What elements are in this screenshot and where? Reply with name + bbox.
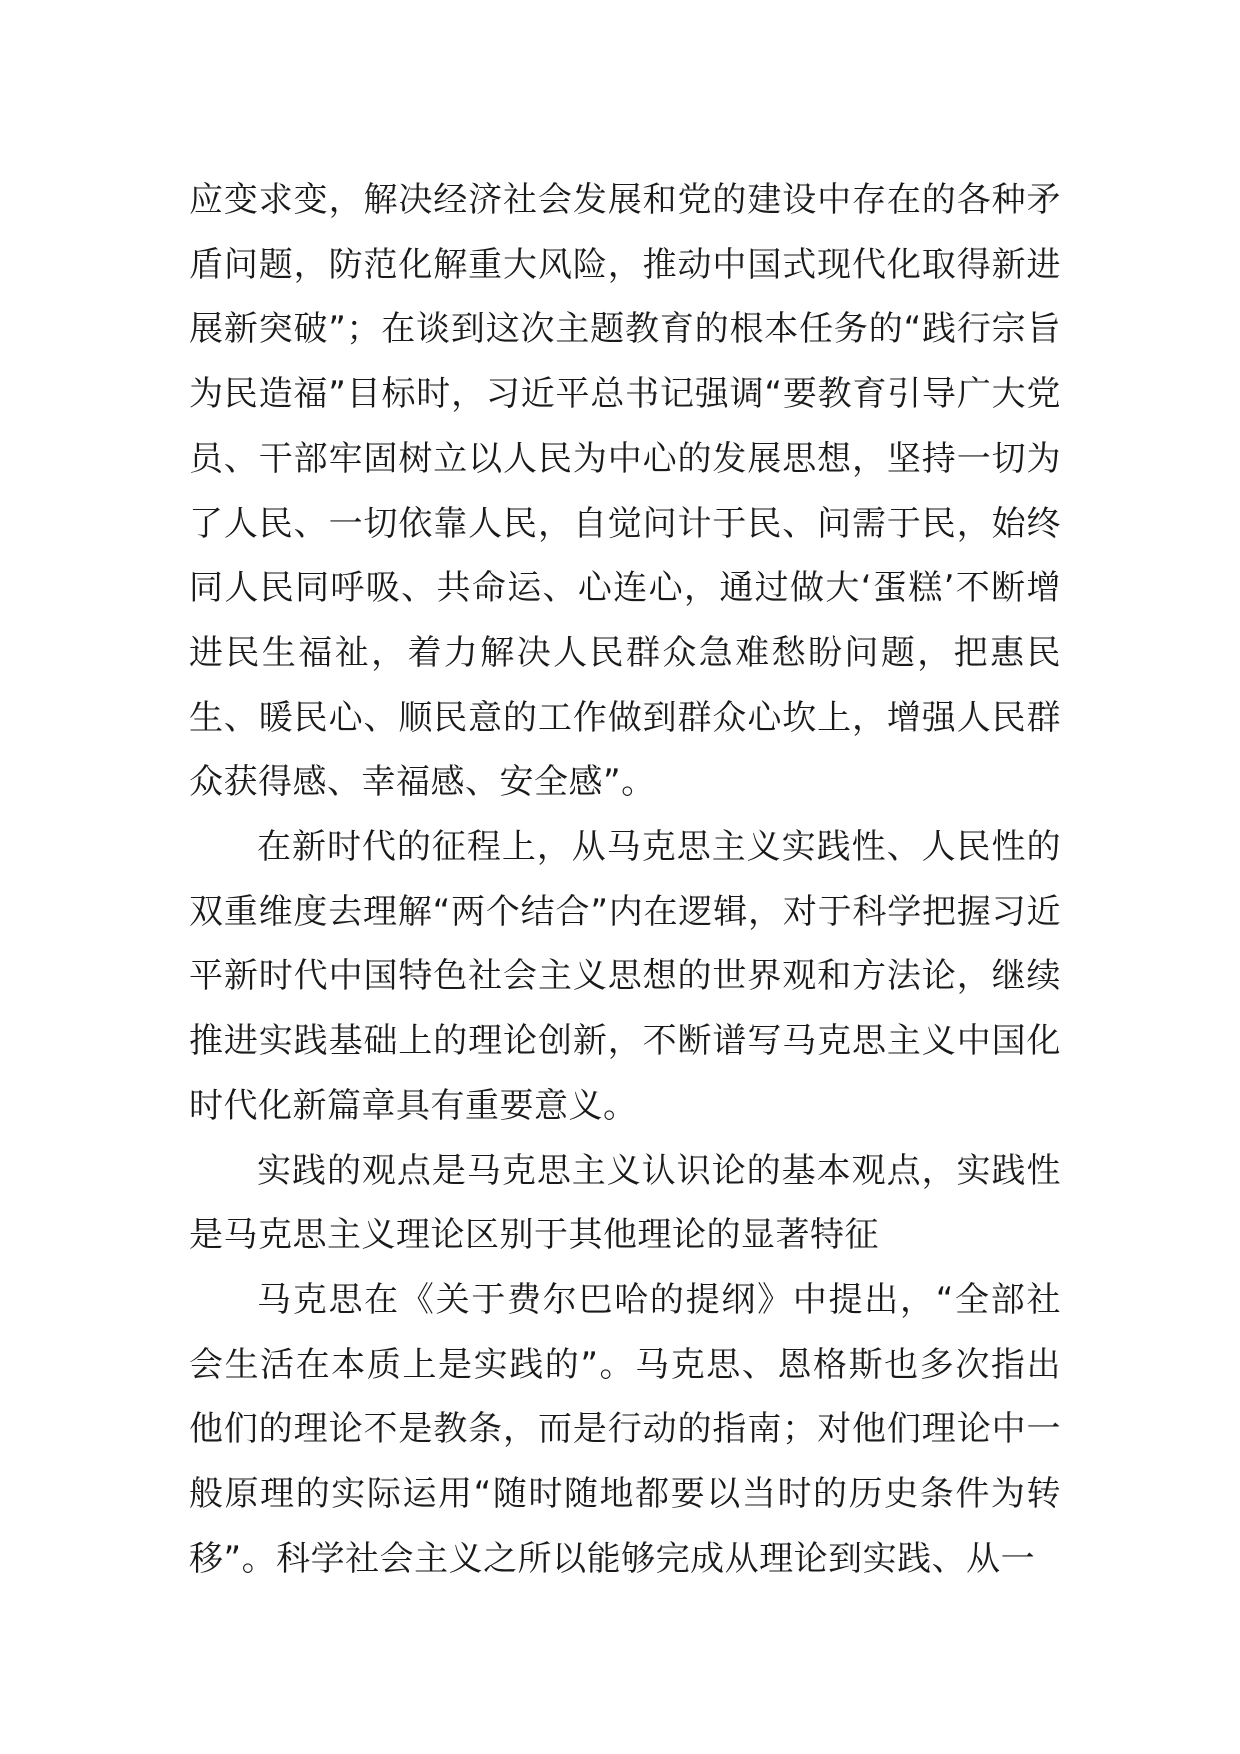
document-body <box>189 168 1061 1591</box>
paragraph-4: 马克思在《关于费尔巴哈的提纲》中提出，“全部社会生活在本质上是实践的”。马克思、恩格斯也多次指出他们的理论不是教条，而是行动的指南；对他们理论中一般原理的实际运用“随时随地都要以当时的历史条件为转移”。科学社会主义之所以能够完成从理论到实践、从一 <box>189 1279 1061 1579</box>
paragraph-3-heading: 实践的观点是马克思主义认识论的基本观点，实践性是马克思主义理论区别于其他理论的显著特征 <box>189 1150 1061 1256</box>
paragraph-2: 在新时代的征程上，从马克思主义实践性、人民性的双重维度去理解“两个结合”内在逻辑，对于科学把握习近平新时代中国特色社会主义思想的世界观和方法论，继续推进实践基础上的理论创新，不断谱写马克思主义中国化时代化新篇章具有重要意义。 <box>189 827 1061 1126</box>
paragraph-1: 应变求变，解决经济社会发展和党的建设中存在的各种矛盾问题，防范化解重大风险，推动中国式现代化取得新进展新突破”；在谈到这次主题教育的根本任务的“践行宗旨为民造福”目标时，习近平总书记强调“要教育引导广大党员、干部牢固树立以人民为中心的发展思想，坚持一切为了人民、一切依靠人民，自觉问计于民、问需于民，始终同人民同呼吸、共命运、心连心，通过做大‘蛋糕’不断增进民生福祉，着力解决人民群众急难愁盼问题，把惠民生、暖民心、顺民意的工作做到群众心坎上，增强人民群众获得感、幸福感、安全感”。 <box>189 180 1061 803</box>
